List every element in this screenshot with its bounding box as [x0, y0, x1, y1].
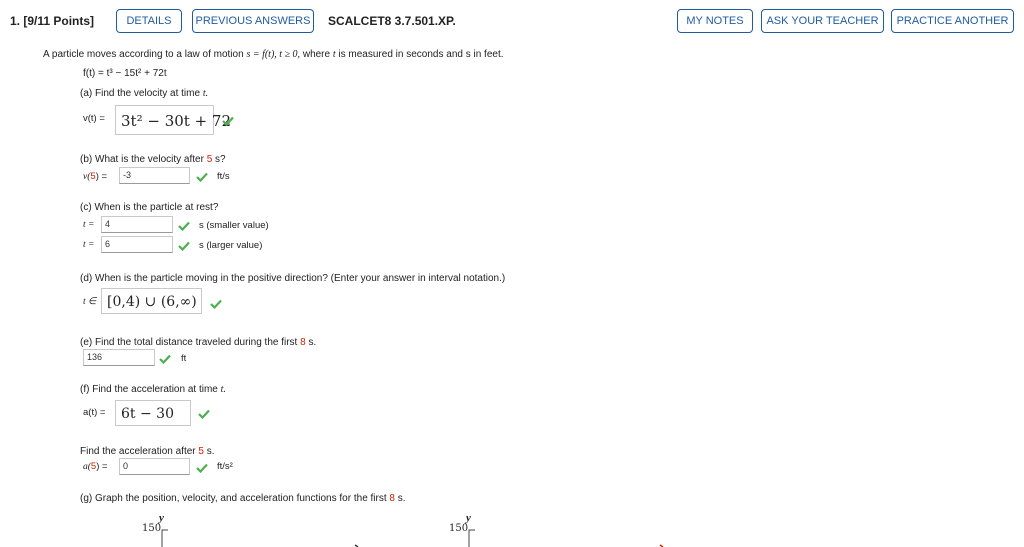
part-f2-prompt: Find the acceleration after 5 s.	[80, 446, 215, 457]
correct-check-icon	[178, 221, 190, 231]
part-c-label-small: t =	[83, 220, 95, 230]
correct-check-icon	[222, 116, 234, 126]
positive-direction-interval-box[interactable]: [0,4) ∪ (6,∞)	[101, 288, 202, 314]
graph2-y-axis-label: y	[466, 512, 471, 524]
graph1-y-axis-label: y	[159, 512, 164, 524]
part-f2-unit: ft/s²	[217, 461, 233, 472]
intro-text: A particle moves according to a law of motion s = f(t), t ≥ 0, where t is measured in seconds and s in feet.	[43, 49, 504, 60]
question-body	[0, 42, 1024, 547]
correct-check-icon	[178, 241, 190, 251]
graph1-axes	[160, 526, 380, 547]
ask-your-teacher-button[interactable]: ASK YOUR TEACHER	[761, 9, 884, 33]
s-equation: s = f(t), t ≥ 0,	[246, 49, 301, 60]
correct-check-icon	[210, 299, 222, 309]
part-c-label-large: t =	[83, 240, 95, 250]
velocity-answer-box[interactable]: 3t² − 30t + 72	[115, 105, 214, 135]
correct-check-icon	[196, 172, 208, 182]
graph1-y-max-tick: 150	[142, 523, 162, 534]
practice-another-button[interactable]: PRACTICE ANOTHER	[891, 9, 1014, 33]
rest-time-larger-input[interactable]: 6	[101, 236, 173, 253]
part-d-label: t ∈	[83, 297, 97, 307]
velocity-at-5-input[interactable]: -3	[119, 167, 190, 184]
part-f2-label: a(5) =	[83, 461, 108, 472]
rest-time-smaller-input[interactable]: 4	[101, 216, 173, 233]
part-d-prompt: (d) When is the particle moving in the positive direction? (Enter your answer in interval notation.)	[80, 273, 506, 284]
graph2-y-max-tick: 150	[449, 523, 469, 534]
part-g-prompt: (g) Graph the position, velocity, and acceleration functions for the first 8 s.	[80, 493, 406, 504]
correct-check-icon	[196, 463, 208, 473]
part-a-label: v(t) =	[83, 113, 105, 124]
previous-answers-button[interactable]: PREVIOUS ANSWERS	[192, 9, 314, 33]
part-e-unit: ft	[181, 353, 187, 364]
part-b-unit: ft/s	[217, 171, 230, 182]
correct-check-icon	[159, 354, 171, 364]
question-number: 1. [9/11 Points]	[10, 14, 95, 28]
graph2-axes	[467, 526, 687, 547]
details-button[interactable]: DETAILS	[116, 9, 182, 33]
part-b-prompt: (b) What is the velocity after 5 s?	[80, 154, 226, 165]
acceleration-at-5-input[interactable]: 0	[119, 458, 190, 475]
part-c-desc-small: s (smaller value)	[199, 220, 269, 231]
part-f-label: a(t) =	[83, 407, 106, 418]
part-f-prompt: (f) Find the acceleration at time t.	[80, 384, 226, 395]
part-e-prompt: (e) Find the total distance traveled during the first 8 s.	[80, 337, 317, 348]
part-c-desc-large: s (larger value)	[199, 240, 263, 251]
question-code: SCALCET8 3.7.501.XP.	[328, 14, 456, 28]
my-notes-button[interactable]: MY NOTES	[677, 9, 753, 33]
acceleration-answer-box[interactable]: 6t − 30	[115, 400, 191, 426]
correct-check-icon	[198, 409, 210, 419]
position-function: f(t) = t³ − 15t² + 72t	[83, 68, 167, 79]
question-header	[0, 0, 1024, 42]
total-distance-input[interactable]: 136	[83, 349, 155, 366]
part-c-prompt: (c) When is the particle at rest?	[80, 202, 219, 213]
part-a-prompt: (a) Find the velocity at time t.	[80, 88, 209, 99]
part-b-label: v(5) =	[83, 171, 108, 182]
